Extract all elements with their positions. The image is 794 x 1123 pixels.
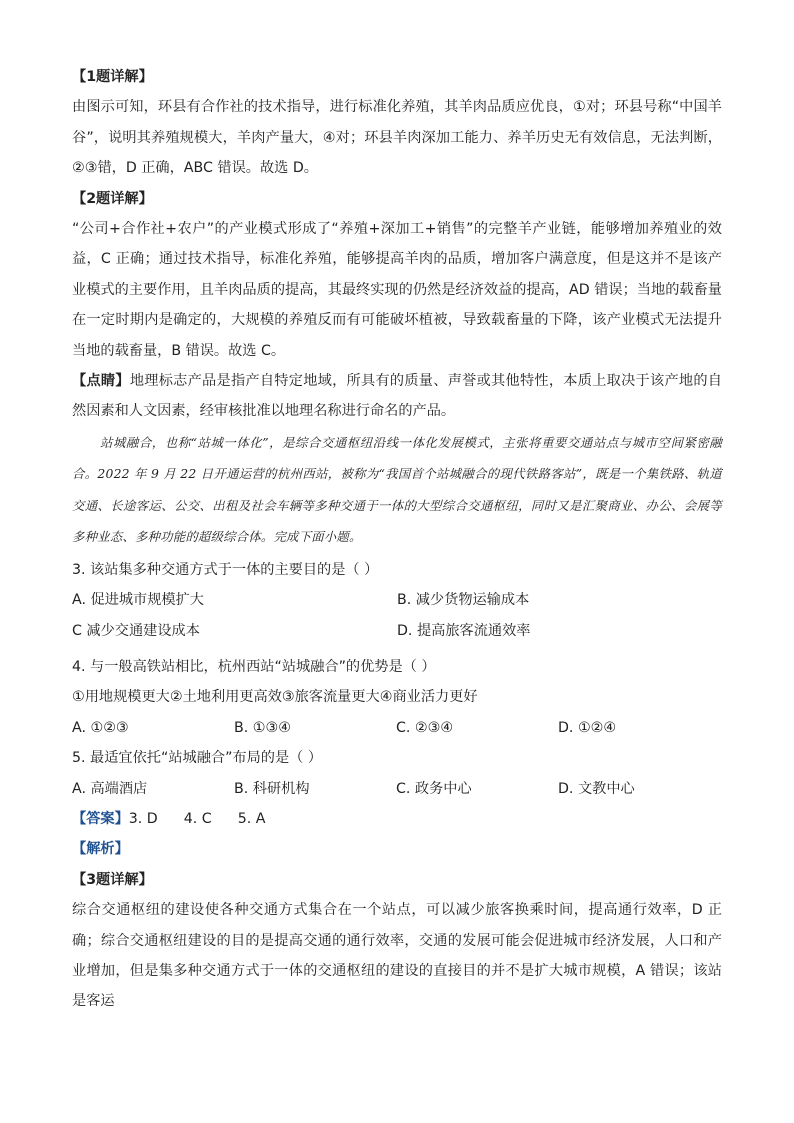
question-5-option-b: B. 科研机构 bbox=[234, 780, 310, 797]
question-4-option-a: A. ①②③ bbox=[72, 719, 129, 736]
question-5-option-a: A. 高端酒店 bbox=[72, 780, 148, 797]
key-note bbox=[72, 366, 722, 427]
answer-4: 4. C bbox=[183, 810, 212, 827]
question-3-options-row-2 bbox=[72, 616, 722, 646]
document-page bbox=[72, 62, 722, 1017]
section-2-heading: 【2题详解】 bbox=[72, 190, 153, 207]
question-3-stem: 3. 该站集多种交通方式于一体的主要目的是（ ） bbox=[72, 561, 379, 578]
question-5-option-d: D. 文教中心 bbox=[558, 780, 635, 797]
question-5-options bbox=[72, 774, 722, 804]
question-4-options bbox=[72, 713, 722, 743]
question-5-option-c: C. 政务中心 bbox=[396, 780, 472, 797]
key-note-text: 地理标志产品是指产自特定地域，所具有的质量、声誉或其他特性，本质上取决于该产地的自然因素和人文因素，经审核批准以地理名称进行命名的产品。 bbox=[72, 373, 722, 420]
question-4-option-d: D. ①②④ bbox=[558, 719, 617, 736]
answer-row bbox=[72, 804, 722, 834]
question-3-options-row-1 bbox=[72, 585, 722, 615]
question-5-stem: 5. 最适宜依托“站城融合”布局的是（ ） bbox=[72, 750, 323, 767]
answer-5: 5. A bbox=[237, 810, 266, 827]
section-1-text: 由图示可知，环县有合作社的技术指导，进行标准化养殖，其羊肉品质应优良，①对；环县号称“中国羊谷”，说明其养殖规模大，羊肉产量大，④对；环县羊肉深加工能力、养羊历史无有效信息，无法判断，②③错，D 正确，ABC 错误。故选 D。 bbox=[72, 99, 722, 177]
question-4-option-c: C. ②③④ bbox=[396, 719, 454, 736]
analysis-label: 【解析】 bbox=[72, 841, 129, 858]
key-note-label: 【点睛】 bbox=[72, 373, 130, 390]
section-1-heading: 【1题详解】 bbox=[72, 69, 153, 85]
answer-3: 3. D bbox=[128, 810, 158, 827]
question-3-option-c: C 减少交通建设成本 bbox=[72, 622, 200, 639]
section-3-heading: 【3题详解】 bbox=[72, 871, 153, 888]
question-3-option-b: B. 减少货物运输成本 bbox=[397, 592, 530, 609]
section-2-text: “公司+合作社+农户”的产业模式形成了“养殖+深加工+销售”的完整羊产业链，能够增加养殖业的效益，C 正确；通过技术指导，标准化养殖，能够提高羊肉的品质，增加客户满意度，但是这并不是该产业模式的主要作用，且羊肉品质的提高，其最终实现的仍然是经济效益的提高，AD 错误；当地的载畜量在一定时期内是确定的，大规模的养殖反而有可能破坏植被，导致载畜量的下降，该产业模式无法提升当地的载畜量，B 错误。故选 C。 bbox=[72, 221, 722, 359]
answer-label: 【答案】 bbox=[72, 810, 129, 827]
question-4-stem: 4. 与一般高铁站相比，杭州西站“站城融合”的优势是（ ） bbox=[72, 659, 436, 676]
question-4-items: ①用地规模更大②土地利用更高效③旅客流量更大④商业活力更好 bbox=[72, 689, 478, 706]
section-3-text: 综合交通枢纽的建设使各种交通方式集合在一个站点，可以减少旅客换乘时间，提高通行效率，D 正确；综合交通枢纽建设的目的是提高交通的通行效率，交通的发展可能会促进城市经济发展，人口和产业增加，但是集多种交通方式于一体的交通枢纽的建设的直接目的并不是扩大城市规模，A 错误；该站是客运 bbox=[72, 902, 722, 1010]
question-3-option-a: A. 促进城市规模扩大 bbox=[72, 592, 204, 609]
question-3-option-d: D. 提高旅客流通效率 bbox=[397, 622, 531, 639]
question-4-option-b: B. ①③④ bbox=[234, 719, 291, 736]
reading-passage: 站城融合，也称“站城一体化”，是综合交通枢纽沿线一体化发展模式，主张将重要交通站点与城市空间紧密融合。2022 年 9 月 22 日开通运营的杭州西站，被称为“我国首个站城融合的现代铁路客站”，既是一个集铁路、轨道交通、长途客运、公交、出租及社会车辆等多种交通于一体的大型综合交通枢纽，同时又是汇聚商业、办公、会展等多种业态、多种功能的超级综合体。完成下面小题。 bbox=[72, 434, 722, 545]
